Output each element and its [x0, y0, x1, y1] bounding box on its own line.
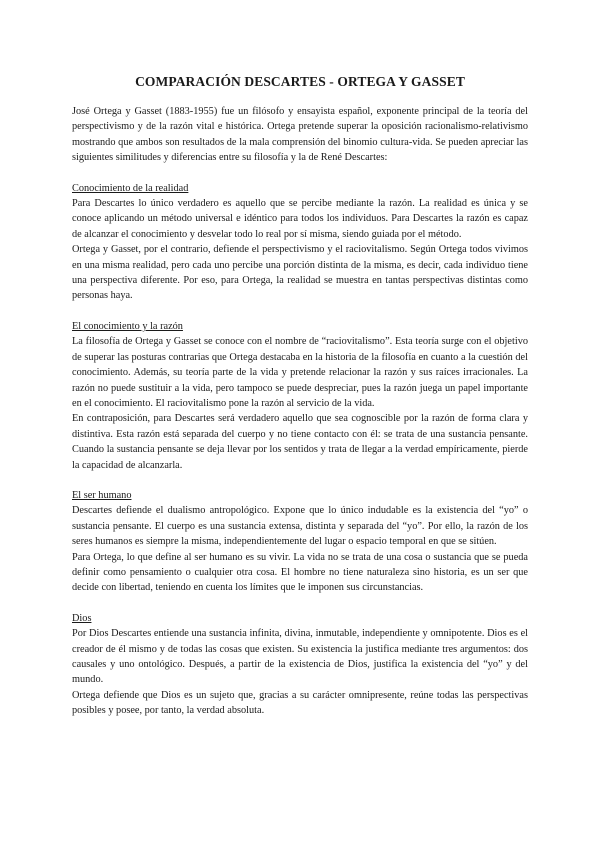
- section-conocimiento-razon: [72, 319, 528, 473]
- section-paragraph: Para Descartes lo único verdadero es aquello que se percibe mediante la razón. La realidad es única y se conoce aplicando un método universal e idéntico para todos los individuos. Para Descartes la razón es capaz de alcanzar el conocimiento y desvelar todo lo real por sí misma, siendo guiada por el método.: [72, 198, 528, 240]
- section-heading: El ser humano: [72, 489, 132, 501]
- section-paragraph: Ortega defiende que Dios es un sujeto que, gracias a su carácter omnipresente, reúne todas las perspectivas posibles y posee, por tanto, la verdad absoluta.: [72, 689, 528, 717]
- section-paragraph: Descartes defiende el dualismo antropológico. Expone que lo único indudable es la existencia del “yo” o sustancia pensante. El cuerpo es una sustancia extensa, distinta y separada del “yo”. Por ello, la razón de los seres humanos es siempre la misma, independientemente del lugar o espacio temporal en que se sitúen.: [72, 505, 528, 548]
- section-dios: [72, 611, 528, 719]
- section-heading: Conocimiento de la realidad: [72, 182, 189, 194]
- section-paragraph: Por Dios Descartes entiende una sustancia infinita, divina, inmutable, independiente y omnipotente. Dios es el creador de él mismo y de todas las cosas que existen. Su existencia la justifica mediante tres argumentos: dos causales y uno ontológico. Después, a partir de la existencia de Dios, justifica la existencia del “yo” y del mundo.: [72, 628, 528, 686]
- section-paragraph: La filosofía de Ortega y Gasset se conoce con el nombre de “raciovitalismo”. Esta teoría surge con el objetivo de superar las posturas contrarias que Ortega destacaba en la historia de la filosofía en cuanto a la cuestión del conocimiento. Además, su teoría parte de la vida y pretende relacionar la razón y sus raíces irracionales. La razón no puede sustituir a la vida, pero tampoco se puede despreciar, pues la razón juega un papel importante en el conocimiento. El raciovitalismo pone la razón al servicio de la vida.: [72, 336, 528, 409]
- document-title: COMPARACIÓN DESCARTES - ORTEGA Y GASSET: [135, 74, 465, 89]
- section-paragraph: Para Ortega, lo que define al ser humano es su vivir. La vida no se trata de una cosa o sustancia que se pueda definir como pensamiento o cualquier otra cosa. El hombre no tiene naturaleza sino historia, es un ser que decide con libertad, teniendo en cuenta los límites que le imponen sus circunstancias.: [72, 551, 528, 594]
- section-conocimiento-realidad: [72, 181, 528, 304]
- intro-paragraph: José Ortega y Gasset (1883-1955) fue un filósofo y ensayista español, exponente principal de la teoría del perspectivismo y de la razón vital e histórica. Ortega pretende superar la oposición racionalismo-relativismo mostrando que ambos son resultados de la mala comprensión del binomio cultura-vida. Se pueden apreciar las siguientes similitudes y diferencias entre su filosofía y la de René Descartes:: [72, 106, 528, 164]
- section-paragraph: En contraposición, para Descartes será verdadero aquello que sea cognoscible por la razón de forma clara y distintiva. Esta razón está separada del cuerpo y no tiene contacto con él: se trata de una sustancia pensante. Cuando la sustancia pensante se deja llevar por los sentidos y trata de llegar a la verdad empíricamente, pierde la capacidad de alcanzarla.: [72, 413, 528, 471]
- section-heading: Dios: [72, 612, 92, 624]
- section-heading: El conocimiento y la razón: [72, 320, 183, 332]
- section-ser-humano: [72, 488, 528, 596]
- document-page: [72, 74, 528, 719]
- section-paragraph: Ortega y Gasset, por el contrario, defiende el perspectivismo y el raciovitalismo. Según Ortega todos vivimos en una misma realidad, pero cada uno percibe una porción distinta de la misma, es decir, cada individuo tiene una perspectiva diferente. Por eso, para Ortega, la realidad se muestra en tantas perspectivas distintas como personas haya.: [72, 244, 528, 302]
